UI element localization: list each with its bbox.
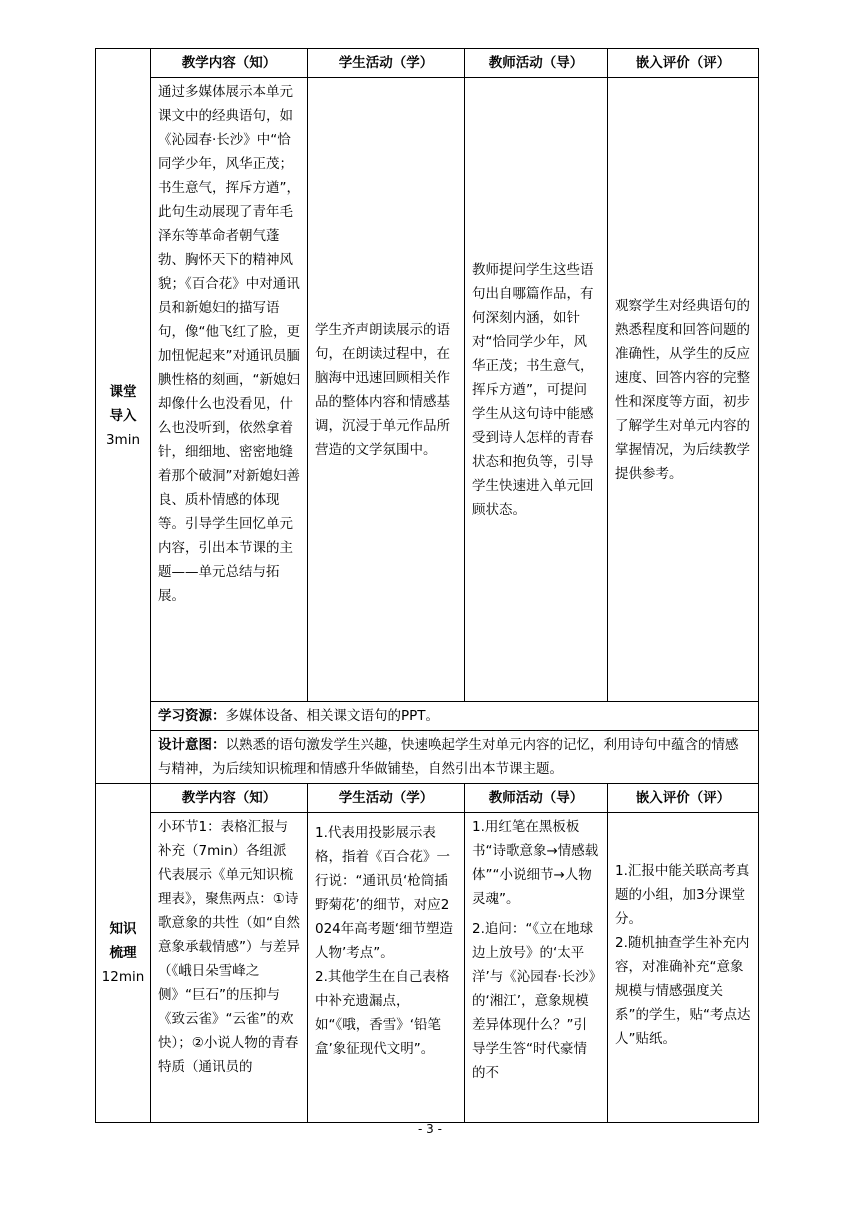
teacher-activity-cell — [465, 813, 608, 1123]
stage-duration: 3min — [105, 432, 141, 448]
stage-label-line2: 导入 — [109, 408, 137, 424]
section1-body-row — [96, 78, 759, 702]
stage-duration: 12min — [101, 969, 145, 985]
header-student: 学生活动（学） — [308, 784, 465, 813]
teacher-activity-cell: 教师提问学生这些语句出自哪篇作品，有何深刻内涵，如针对“恰同学少年，风华正茂；书生意气，挥斥方遒”，可提问学生从这句诗中能感受到诗人怎样的青春状态和抱负等，引导学生快速进入单元回顾状态。 — [465, 78, 608, 702]
intent-row — [96, 731, 759, 784]
evaluation-step-1: 1.汇报中能关联高考真题的小组，加3分课堂分。 — [615, 863, 750, 927]
resources-cell — [151, 702, 759, 731]
header-teacher: 教师活动（导） — [465, 49, 608, 78]
section1-header-row — [96, 49, 759, 78]
header-content: 教学内容（知） — [151, 49, 308, 78]
intent-label: 设计意图： — [158, 737, 226, 753]
stage-label-line2: 梳理 — [109, 945, 137, 961]
teacher-step-2: 2.追问：“《立在地球边上放号》的‘太平洋’与《沁园春·长沙》的‘湘江’，意象规模差异体现什么？”引导学生答“时代豪情的不 — [472, 921, 596, 1081]
evaluation-cell — [608, 813, 759, 1123]
student-activity-cell — [308, 813, 465, 1123]
section2-body-row — [96, 813, 759, 1123]
header-student: 学生活动（学） — [308, 49, 465, 78]
evaluation-cell: 观察学生对经典语句的熟悉程度和回答问题的准确性，从学生的反应速度、回答内容的完整性和深度等方面，初步了解学生对单元内容的掌握情况，为后续教学提供参考。 — [608, 78, 759, 702]
header-content: 教学内容（知） — [151, 784, 308, 813]
header-teacher: 教师活动（导） — [465, 784, 608, 813]
lesson-plan-table — [95, 48, 759, 1123]
header-evaluation: 嵌入评价（评） — [608, 784, 759, 813]
section2-header-row — [96, 784, 759, 813]
resources-row — [96, 702, 759, 731]
header-evaluation: 嵌入评价（评） — [608, 49, 759, 78]
student-activity-cell: 学生齐声朗读展示的语句，在朗读过程中，在脑海中迅速回顾相关作品的整体内容和情感基调，沉浸于单元作品所营造的文学氛围中。 — [308, 78, 465, 702]
stage-label-line1: 课堂 — [109, 384, 137, 400]
resources-text: 多媒体设备、相关课文语句的PPT。 — [225, 708, 440, 724]
student-step-2: 2.其他学生在自己表格中补充遗漏点，如“《哦，香雪》‘铅笔盒’象征现代文明”。 — [315, 969, 450, 1057]
teacher-step-1: 1.用红笔在黑板板书“诗歌意象→情感载体”“小说细节→人物灵魂”。 — [472, 819, 599, 907]
resources-label: 学习资源： — [158, 708, 226, 724]
intent-cell — [151, 731, 759, 784]
intent-text: 以熟悉的语句激发学生兴趣，快速唤起学生对单元内容的记忆，利用诗句中蕴含的情感与精神，为后续知识梳理和情感升华做铺垫，自然引出本节课主题。 — [158, 737, 739, 777]
content-cell: 小环节1：表格汇报与补充（7min）各组派代表展示《单元知识梳理表》，聚焦两点：①诗歌意象的共性（如“自然意象承载情感”）与差异（《峨日朵雪峰之侧》“巨石”的压抑与《致云雀》“云雀”的欢快）；②小说人物的青春特质（通讯员的 — [151, 813, 308, 1123]
content-cell: 通过多媒体展示本单元课文中的经典语句，如《沁园春·长沙》中“恰同学少年，风华正茂；书生意气，挥斥方遒”，此句生动展现了青年毛泽东等革命者朝气蓬勃、胸怀天下的精神风貌；《百合花》中对通讯员和新媳妇的描写语句，像“他飞红了脸，更加忸怩起来”对通讯员腼腆性格的刻画，“新媳妇却像什么也没看见，什么也没听到，依然拿着针，细细地、密密地缝着那个破洞”对新媳妇善良、质朴情感的体现等。引导学生回忆单元内容，引出本节课的主题——单元总结与拓展。 — [151, 78, 308, 702]
stage-label-line1: 知识 — [109, 921, 137, 937]
evaluation-step-2: 2.随机抽查学生补充内容，对准确补充“意象规模与情感强度关系”的学生，贴“考点达人”贴纸。 — [615, 935, 751, 1047]
page-number: - 3 - — [418, 1122, 442, 1136]
stage-cell-intro — [96, 49, 151, 784]
student-step-1: 1.代表用投影展示表格，指着《百合花》一行说：“通讯员‘枪筒插野菊花’的细节，对应2024年高考题‘细节塑造人物’考点”。 — [315, 825, 454, 961]
stage-cell-review — [96, 784, 151, 1123]
